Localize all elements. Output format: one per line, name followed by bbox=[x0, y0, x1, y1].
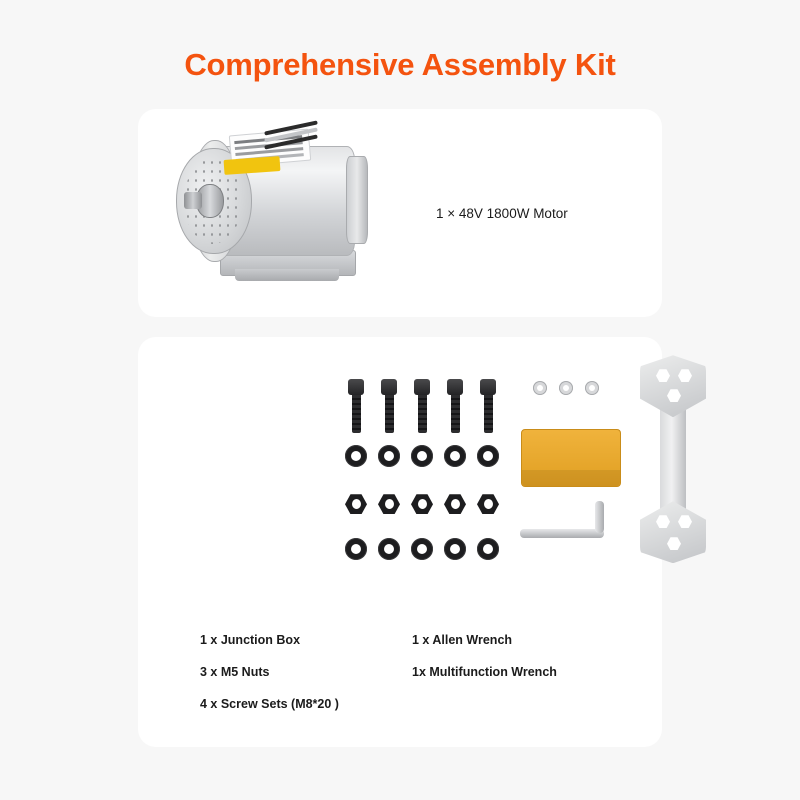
parts-list-left-column bbox=[200, 633, 412, 711]
nut-icon bbox=[345, 494, 367, 514]
hardware-parts-image bbox=[138, 337, 662, 587]
allen-wrench-icon bbox=[512, 499, 604, 541]
washer-icon bbox=[477, 538, 499, 560]
bolt-icon bbox=[348, 379, 364, 433]
list-item: 1 x Junction Box bbox=[200, 633, 301, 648]
washer-icon bbox=[411, 445, 433, 467]
bolt-icon bbox=[381, 379, 397, 433]
parts-card bbox=[138, 337, 662, 747]
junction-box-icon bbox=[521, 429, 621, 487]
bolt-icon bbox=[414, 379, 430, 433]
parts-list bbox=[138, 633, 662, 711]
brushless-motor-image bbox=[158, 118, 408, 308]
list-item: 1 x Allen Wrench bbox=[412, 633, 513, 648]
washer-icon bbox=[444, 538, 466, 560]
motor-card bbox=[138, 109, 662, 317]
washer-icon bbox=[411, 538, 433, 560]
motor-caption: 1 × 48V 1800W Motor bbox=[436, 205, 568, 221]
nut-icon bbox=[411, 494, 433, 514]
small-washer-icon bbox=[559, 381, 573, 395]
nut-icon bbox=[477, 494, 499, 514]
washer-icon bbox=[444, 445, 466, 467]
multifunction-wrench-icon bbox=[638, 355, 708, 563]
washer-icon bbox=[378, 445, 400, 467]
motor-shaft bbox=[184, 192, 202, 209]
washer-icon bbox=[345, 445, 367, 467]
nut-icon bbox=[378, 494, 400, 514]
washer-icon bbox=[378, 538, 400, 560]
list-item: 3 x M5 Nuts bbox=[200, 665, 270, 680]
page-title: Comprehensive Assembly Kit bbox=[184, 47, 616, 82]
list-item: 1x Multifunction Wrench bbox=[412, 665, 557, 680]
bolt-icon bbox=[480, 379, 496, 433]
washer-icon bbox=[345, 538, 367, 560]
washer-icon bbox=[477, 445, 499, 467]
bolt-icon bbox=[447, 379, 463, 433]
nut-icon bbox=[444, 494, 466, 514]
motor-wires bbox=[264, 126, 326, 148]
small-washer-icon bbox=[533, 381, 547, 395]
small-washer-icon bbox=[585, 381, 599, 395]
parts-list-right-column bbox=[412, 633, 557, 711]
list-item: 4 x Screw Sets (M8*20 ) bbox=[200, 697, 339, 712]
motor-end-cap bbox=[346, 156, 368, 244]
